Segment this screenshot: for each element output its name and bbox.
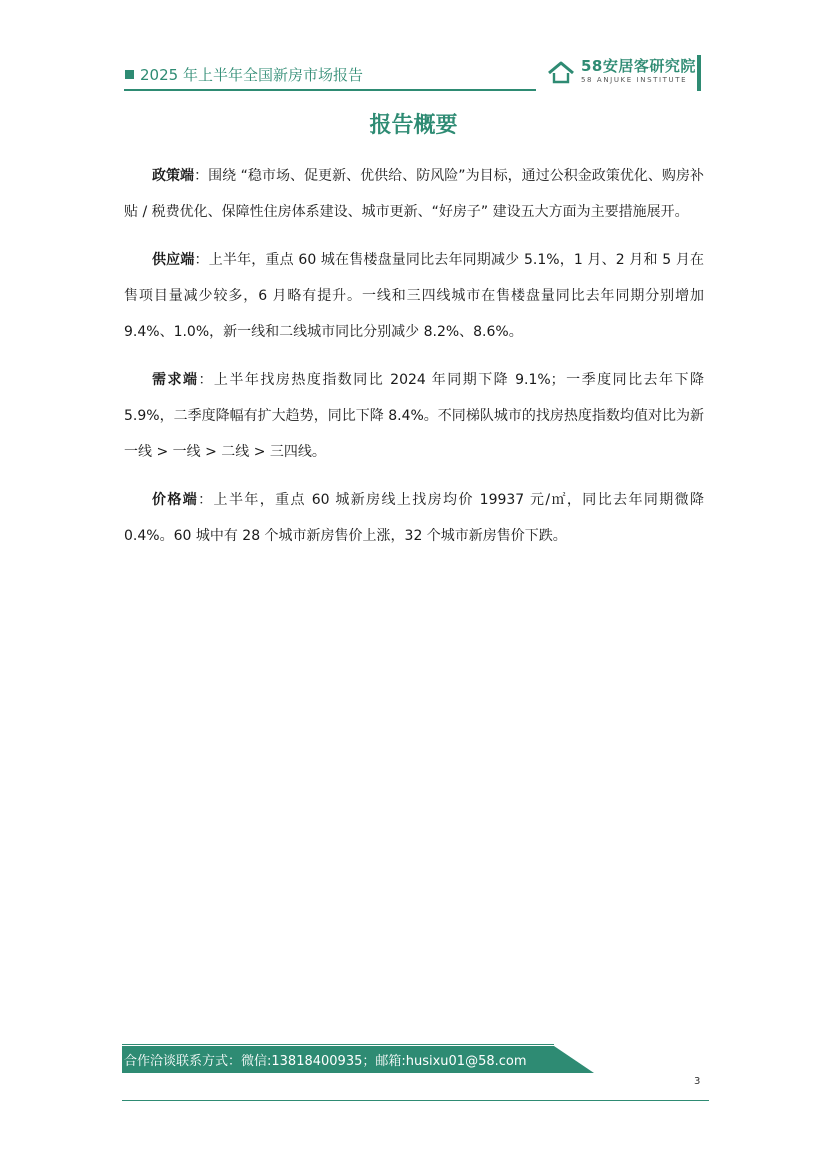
page-title: 报告概要 [369,113,458,138]
report-title-text: 2025 年上半年全国新房市场报告 [140,66,363,84]
header-divider [124,89,536,91]
report-header-title [125,64,363,85]
paragraph-demand [124,362,704,470]
footer-bottom-line [122,1100,709,1101]
header-square-icon [125,70,134,79]
logo-en-text: 58 ANJUKE INSTITUTE [581,76,688,84]
house-logo-icon [547,60,575,84]
paragraph-text: ：上半年，重点 60 城新房线上找房均价 19937 元/㎡，同比去年同期微降 0.4%。60 城中有 28 个城市新房售价上涨，32 个城市新房售价下跌。 [124,492,705,544]
paragraph-supply [124,242,704,350]
paragraph-label: 政策端 [152,168,195,184]
logo [547,58,696,85]
paragraph-price [124,482,704,554]
footer-contact: 合作洽谈联系方式：微信:13818400935；邮箱:husixu01@58.com [124,1054,527,1069]
footer-top-line [122,1044,554,1045]
logo-cn-text: 58安居客研究院 [581,57,696,75]
paragraph-label: 供应端 [152,252,195,268]
header-accent-bar [697,55,701,91]
paragraph-label: 需求端 [152,372,199,388]
paragraph-text: ：上半年找房热度指数同比 2024 年同期下降 9.1%；一季度同比去年下降 5.9%，二季度降幅有扩大趋势，同比下降 8.4%。不同梯队城市的找房热度指数均值对比为新一线 > 一线 > 二线 > 三四线。 [124,372,705,460]
summary-content [124,158,704,566]
paragraph-text: ：上半年，重点 60 城在售楼盘量同比去年同期减少 5.1%，1 月、2 月和 5 月在售项目量减少较多，6 月略有提升。一线和三四线城市在售楼盘量同比去年同期分别增加 9.4%、1.0%，新一线和二线城市同比分别减少 8.2%、8.6%。 [124,252,705,340]
page-number: 3 [694,1076,701,1087]
paragraph-label: 价格端 [152,492,199,508]
paragraph-policy [124,158,704,230]
paragraph-text: ：围绕 “稳市场、促更新、优供给、防风险”为目标，通过公积金政策优化、购房补贴 / 税费优化、保障性住房体系建设、城市更新、“好房子” 建设五大方面为主要措施展开。 [124,168,704,220]
